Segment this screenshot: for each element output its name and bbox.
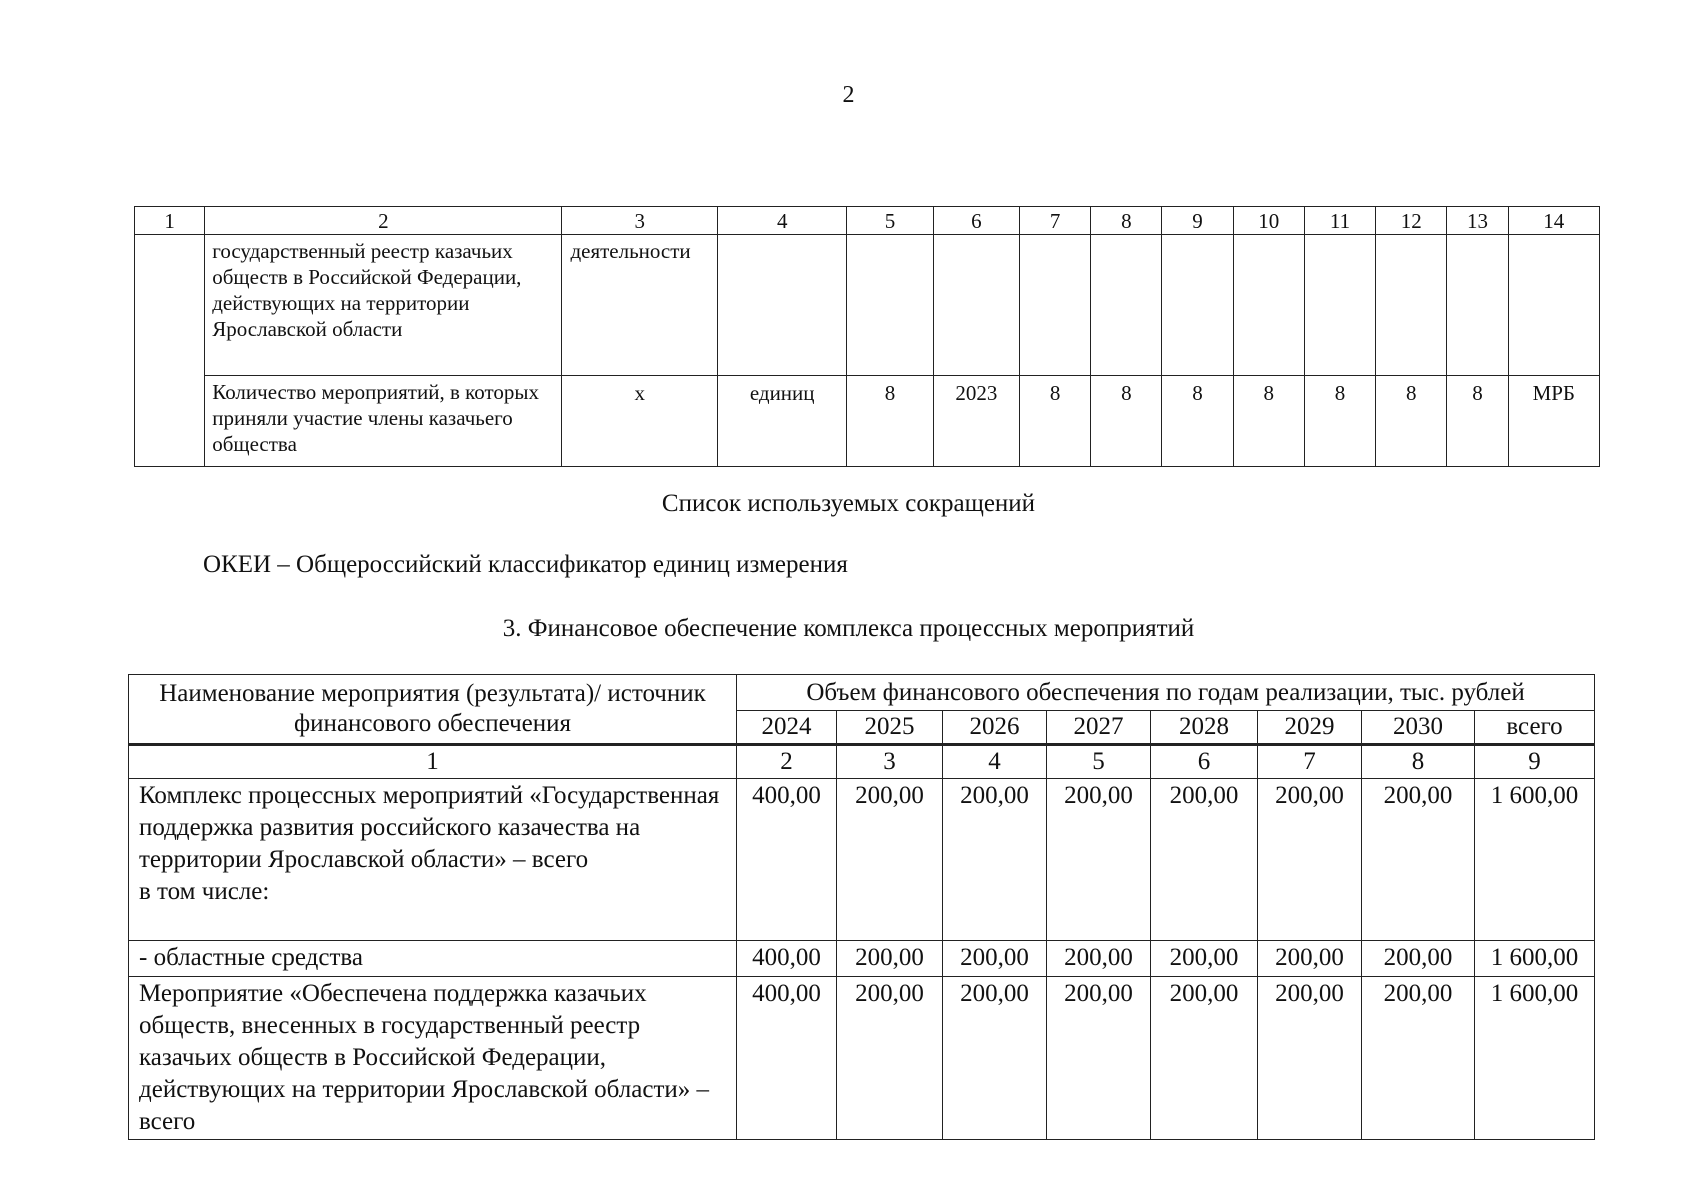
column-number: 1 [135, 207, 205, 235]
table-cell [1091, 235, 1162, 376]
value-cell: 200,00 [1362, 779, 1475, 941]
value-cell: 200,00 [1151, 779, 1258, 941]
name-column-header: Наименование мероприятия (результата)/ источник финансового обеспечения [129, 675, 737, 745]
volume-column-header: Объем финансового обеспечения по годам реализации, тыс. рублей [737, 675, 1595, 711]
table-cell: МРБ [1508, 376, 1599, 467]
year-header: 2030 [1362, 711, 1475, 745]
abbreviation-okei: ОКЕИ – Общероссийский классификатор единиц измерения [203, 551, 848, 578]
unit-cell: единиц [717, 376, 846, 467]
table-cell [1162, 235, 1233, 376]
year-header: 2026 [943, 711, 1047, 745]
empty-cell [135, 235, 205, 467]
column-number: 2 [205, 207, 562, 235]
table-cell [933, 235, 1019, 376]
value-cell: 400,00 [737, 977, 837, 1140]
column-number: 13 [1447, 207, 1508, 235]
column-number: 1 [129, 745, 737, 779]
value-cell: 200,00 [943, 779, 1047, 941]
column-number: 7 [1258, 745, 1362, 779]
value-cell: 200,00 [943, 941, 1047, 977]
value-cell: 200,00 [1362, 977, 1475, 1140]
column-number: 6 [933, 207, 1019, 235]
table-cell [717, 235, 846, 376]
value-cell: 200,00 [1047, 977, 1151, 1140]
source-name-cell: - областные средства [129, 941, 737, 977]
table-row [135, 235, 1600, 376]
value-cell: 200,00 [943, 977, 1047, 1140]
column-number: 11 [1304, 207, 1375, 235]
complex-name-cell: Комплекс процессных мероприятий «Государственная поддержка развития российского казачества на территории Ярославской области» – всего в том числе: [129, 779, 737, 941]
table-cell [1447, 235, 1508, 376]
total-cell: 1 600,00 [1475, 941, 1595, 977]
table-cell: 8 [1162, 376, 1233, 467]
column-number: 3 [837, 745, 943, 779]
value-cell: 400,00 [737, 779, 837, 941]
table-cell: 8 [1233, 376, 1304, 467]
column-number: 6 [1151, 745, 1258, 779]
table-cell: 8 [1447, 376, 1508, 467]
abbreviations-title: Список используемых сокращений [661, 490, 1036, 517]
table-cell: х [562, 376, 718, 467]
table-row [129, 977, 1595, 1140]
column-number: 14 [1508, 207, 1599, 235]
column-number: 5 [847, 207, 933, 235]
year-header: 2027 [1047, 711, 1151, 745]
value-cell: 200,00 [1047, 779, 1151, 941]
section-title: 3. Финансовое обеспечение комплекса процессных мероприятий [502, 615, 1195, 642]
column-number: 9 [1475, 745, 1595, 779]
table-cell [1376, 235, 1447, 376]
table-row [135, 376, 1600, 467]
year-header: 2029 [1258, 711, 1362, 745]
table-cell: 2023 [933, 376, 1019, 467]
page-number: 2 [842, 82, 855, 108]
value-cell: 200,00 [1258, 941, 1362, 977]
table-cell [1508, 235, 1599, 376]
table-row [129, 941, 1595, 977]
year-header: 2024 [737, 711, 837, 745]
value-cell: 200,00 [837, 977, 943, 1140]
total-header: всего [1475, 711, 1595, 745]
value-cell: 200,00 [1151, 941, 1258, 977]
table-row [129, 779, 1595, 941]
column-number-row [129, 745, 1595, 779]
table-cell: 8 [1091, 376, 1162, 467]
financing-table [128, 674, 1595, 1140]
value-cell: 200,00 [1151, 977, 1258, 1140]
header-row [129, 675, 1595, 711]
table-cell: 8 [1376, 376, 1447, 467]
value-cell: 200,00 [1362, 941, 1475, 977]
indicators-table-continuation [134, 206, 1600, 467]
total-cell: 1 600,00 [1475, 977, 1595, 1140]
table-cell: 8 [847, 376, 933, 467]
value-cell: 200,00 [1258, 779, 1362, 941]
column-number-row [135, 207, 1600, 235]
column-number: 4 [717, 207, 846, 235]
column-number: 2 [737, 745, 837, 779]
column-number: 7 [1019, 207, 1090, 235]
value-cell: 200,00 [1258, 977, 1362, 1140]
indicator-name-cell: Количество мероприятий, в которых приняли участие члены казачьего общества [205, 376, 562, 467]
value-cell: 200,00 [837, 941, 943, 977]
column-number: 4 [943, 745, 1047, 779]
indicator-name-cell: государственный реестр казачьих обществ в Российской Федерации, действующих на территории Ярославской области [205, 235, 562, 376]
column-number: 8 [1091, 207, 1162, 235]
total-cell: 1 600,00 [1475, 779, 1595, 941]
value-cell: 200,00 [1047, 941, 1151, 977]
year-header: 2028 [1151, 711, 1258, 745]
year-header: 2025 [837, 711, 943, 745]
table-cell: 8 [1019, 376, 1090, 467]
table-cell: деятельности [562, 235, 718, 376]
table-cell: 8 [1304, 376, 1375, 467]
column-number: 8 [1362, 745, 1475, 779]
value-cell: 400,00 [737, 941, 837, 977]
column-number: 12 [1376, 207, 1447, 235]
table-cell [1233, 235, 1304, 376]
column-number: 5 [1047, 745, 1151, 779]
table-cell [847, 235, 933, 376]
table-cell [1019, 235, 1090, 376]
value-cell: 200,00 [837, 779, 943, 941]
activity-name-cell: Мероприятие «Обеспечена поддержка казачьих обществ, внесенных в государственный реестр казачьих обществ в Российской Федерации, действующих на территории Ярославской области» – всего [129, 977, 737, 1140]
table-cell [1304, 235, 1375, 376]
column-number: 9 [1162, 207, 1233, 235]
column-number: 10 [1233, 207, 1304, 235]
column-number: 3 [562, 207, 718, 235]
